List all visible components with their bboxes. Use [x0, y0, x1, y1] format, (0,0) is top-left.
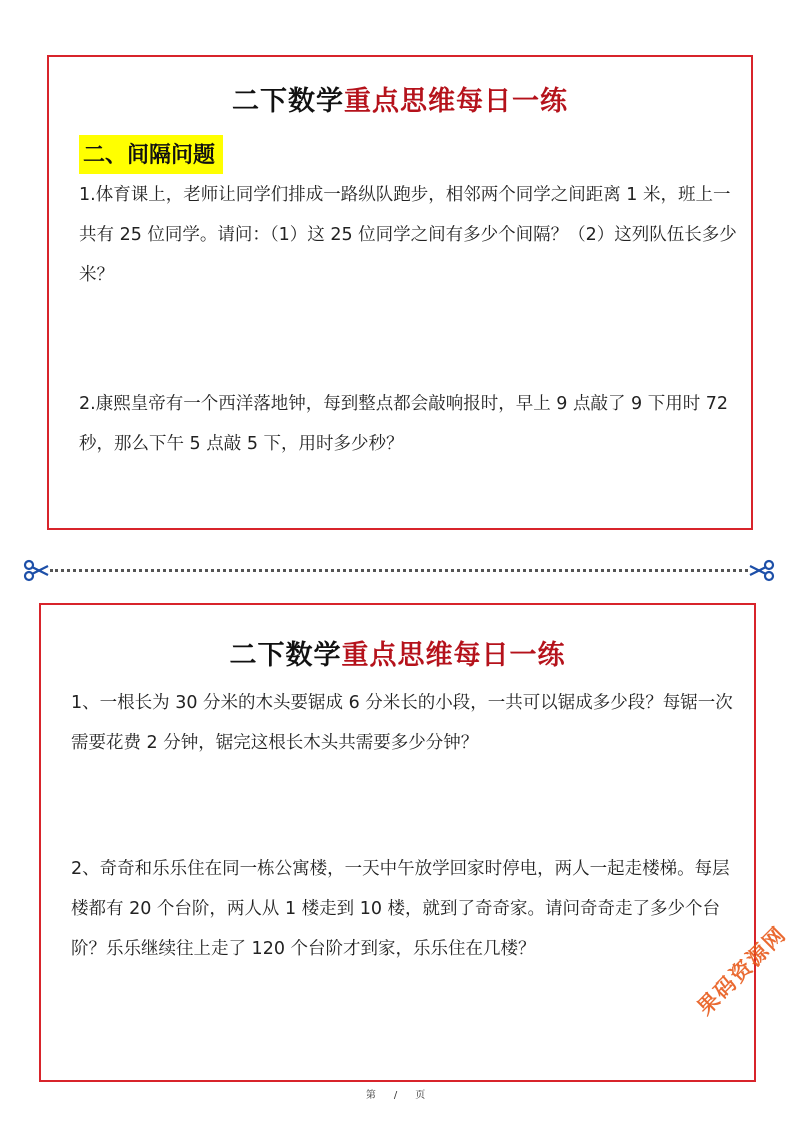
- scissors-icon: [22, 556, 50, 584]
- card-title: [49, 79, 751, 118]
- question-1: 1.体育课上，老师让同学们排成一路纵队跑步，相邻两个同学之间距离 1 米，班上一共有 25 位同学。请问：（1）这 25 位同学之间有多少个间隔？（2）这列队伍长多少米？: [79, 185, 737, 285]
- page-separator: /: [393, 1090, 400, 1101]
- page-prefix: 第: [365, 1090, 378, 1101]
- exercise-card-2: [39, 603, 756, 1082]
- page-suffix: 页: [415, 1090, 428, 1101]
- title-red-part: 重点思维每日一练: [341, 640, 566, 671]
- card-title: [41, 633, 754, 672]
- title-black-part: 二下数学: [232, 86, 344, 117]
- question-2: 2.康熙皇帝有一个西洋落地钟，每到整点都会敲响报时，早上 9 点敲了 9 下用时 72 秒，那么下午 5 点敲 5 下，用时多少秒？: [79, 394, 729, 454]
- dotted-divider: [50, 569, 748, 572]
- cut-line: [22, 556, 776, 586]
- exercise-card-1: [47, 55, 753, 530]
- question-2: 2、奇奇和乐乐住在同一栋公寓楼，一天中午放学回家时停电，两人一起走楼梯。每层楼都有 20 个台阶，两人从 1 楼走到 10 楼，就到了奇奇家。请问奇奇走了多少个台阶？乐乐继续往上走了 120 个台阶才到家，乐乐住在几楼？: [71, 859, 730, 959]
- section-tag: 二、间隔问题: [79, 135, 223, 174]
- title-red-part: 重点思维每日一练: [344, 86, 568, 117]
- page-footer: [0, 1086, 793, 1101]
- scissors-icon: [748, 556, 776, 584]
- question-1: 1、一根长为 30 分米的木头要锯成 6 分米长的小段，一共可以锯成多少段？每锯一次需要花费 2 分钟，锯完这根长木头共需要多少分钟？: [71, 693, 733, 753]
- watermark: 果码资源网: [692, 920, 792, 1020]
- title-black-part: 二下数学: [229, 640, 342, 671]
